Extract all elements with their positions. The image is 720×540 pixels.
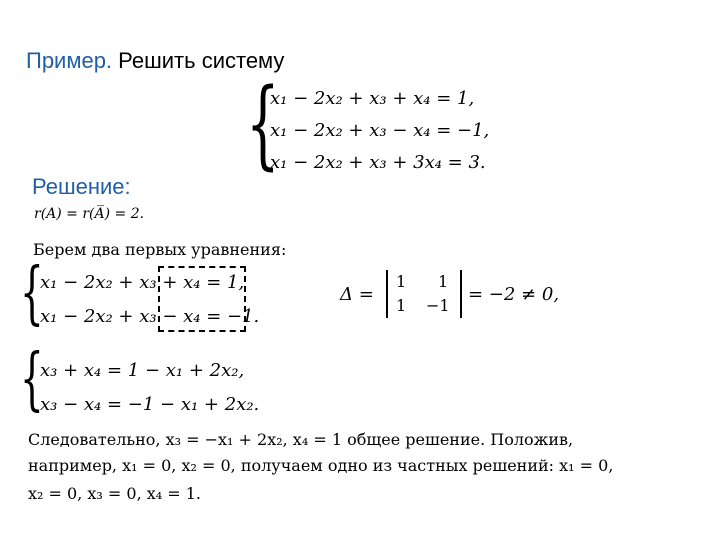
conclusion-line-2: например, x₁ = 0, x₂ = 0, получаем одно из частных решений: x₁ = 0, [28,456,614,475]
pair-eq-1: x₁ − 2x₂ + x₃ + x₄ = 1, [40,272,245,293]
det-r1c2: 1 [438,272,449,291]
pair-eq-2: x₁ − 2x₂ + x₃ − x₄ = −1. [40,306,260,327]
reduced-brace: { [20,340,44,419]
rank-line: r(A) = r(A̅) = 2. [34,206,145,222]
pair-brace: { [20,254,44,333]
det-r2c1: 1 [396,296,407,315]
det-left-bar [386,270,388,318]
system-eq-1: x₁ − 2x₂ + x₃ + x₄ = 1, [270,88,475,109]
dashed-highlight-box [158,266,246,332]
conclusion-line-1: Следовательно, x₃ = −x₁ + 2x₂, x₄ = 1 общее решение. Положив, [28,430,574,449]
reduced-eq-2: x₃ − x₄ = −1 − x₁ + 2x₂. [40,394,260,415]
det-right-bar [460,270,462,318]
solution-label: Решение: [32,174,131,199]
system-eq-3: x₁ − 2x₂ + x₃ + 3x₄ = 3. [270,152,486,173]
example-label: Пример. [26,48,113,73]
conclusion-line-3: x₂ = 0, x₃ = 0, x₄ = 1. [28,484,202,503]
det-r2c2: −1 [426,296,450,315]
reduced-eq-1: x₃ + x₄ = 1 − x₁ + 2x₂, [40,360,245,381]
delta-label: Δ = [340,284,374,305]
delta-value: = −2 ≠ 0, [468,284,560,305]
system-eq-2: x₁ − 2x₂ + x₃ − x₄ = −1, [270,120,490,141]
take-two-text: Берем два первых уравнения: [33,240,287,259]
det-r1c1: 1 [396,272,407,291]
task-text: Решить систему [118,48,285,73]
system-brace: { [246,68,280,180]
